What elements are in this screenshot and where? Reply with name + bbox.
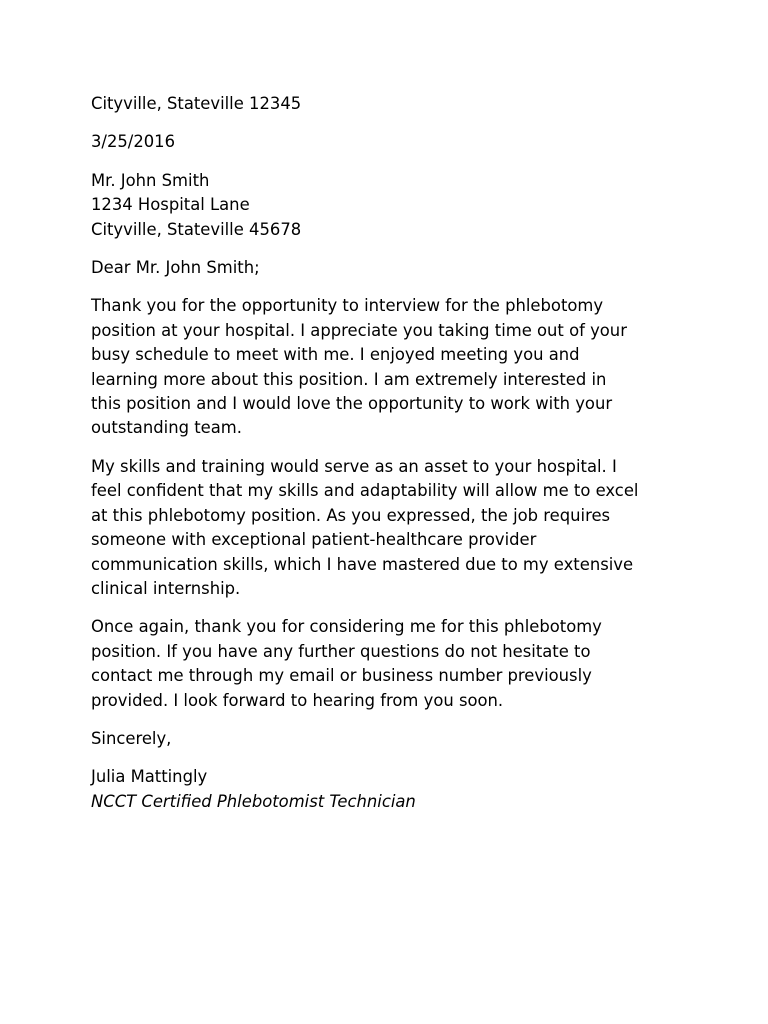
paragraph-line: this position and I would love the opportunity to work with your bbox=[91, 394, 613, 414]
paragraph-line: contact me through my email or business number previously bbox=[91, 666, 592, 686]
signature-name: Julia Mattingly bbox=[91, 767, 208, 787]
paragraph-line: at this phlebotomy position. As you expressed, the job requires bbox=[91, 505, 611, 525]
paragraph-line: My skills and training would serve as an asset to your hospital. I bbox=[91, 456, 617, 476]
recipient-name: Mr. John Smith bbox=[91, 170, 210, 190]
salutation: Dear Mr. John Smith; bbox=[91, 258, 260, 278]
paragraph-line: Thank you for the opportunity to interview for the phlebotomy bbox=[91, 296, 604, 316]
signature-title: NCCT Certified Phlebotomist Technician bbox=[91, 791, 416, 811]
body-paragraph-1 bbox=[91, 294, 708, 440]
letter-date-block bbox=[91, 130, 708, 154]
recipient-address bbox=[91, 169, 708, 242]
paragraph-line: feel confident that my skills and adaptability will allow me to excel bbox=[91, 481, 639, 501]
paragraph-line: learning more about this position. I am extremely interested in bbox=[91, 369, 607, 389]
paragraph-line: position at your hospital. I appreciate you taking time out of your bbox=[91, 320, 627, 340]
closing-block bbox=[91, 727, 708, 751]
recipient-city: Cityville, Stateville 45678 bbox=[91, 219, 302, 239]
paragraph-line: provided. I look forward to hearing from you soon. bbox=[91, 690, 504, 710]
paragraph-line: communication skills, which I have mastered due to my extensive bbox=[91, 554, 634, 574]
sender-address bbox=[91, 92, 708, 116]
paragraph-line: someone with exceptional patient-healthcare provider bbox=[91, 530, 537, 550]
letter-date: 3/25/2016 bbox=[91, 132, 176, 152]
closing: Sincerely, bbox=[91, 728, 172, 748]
paragraph-line: busy schedule to meet with me. I enjoyed meeting you and bbox=[91, 345, 580, 365]
recipient-street: 1234 Hospital Lane bbox=[91, 195, 250, 215]
signature-block bbox=[91, 765, 708, 814]
body-paragraph-3 bbox=[91, 615, 708, 713]
sender-city: Cityville, Stateville 12345 bbox=[91, 94, 302, 113]
body-paragraph-2 bbox=[91, 455, 708, 601]
salutation-block bbox=[91, 256, 708, 280]
paragraph-line: Once again, thank you for considering me for this phlebotomy bbox=[91, 617, 602, 637]
paragraph-line: clinical internship. bbox=[91, 578, 241, 598]
paragraph-line: outstanding team. bbox=[91, 418, 242, 438]
paragraph-line: position. If you have any further questions do not hesitate to bbox=[91, 641, 591, 661]
